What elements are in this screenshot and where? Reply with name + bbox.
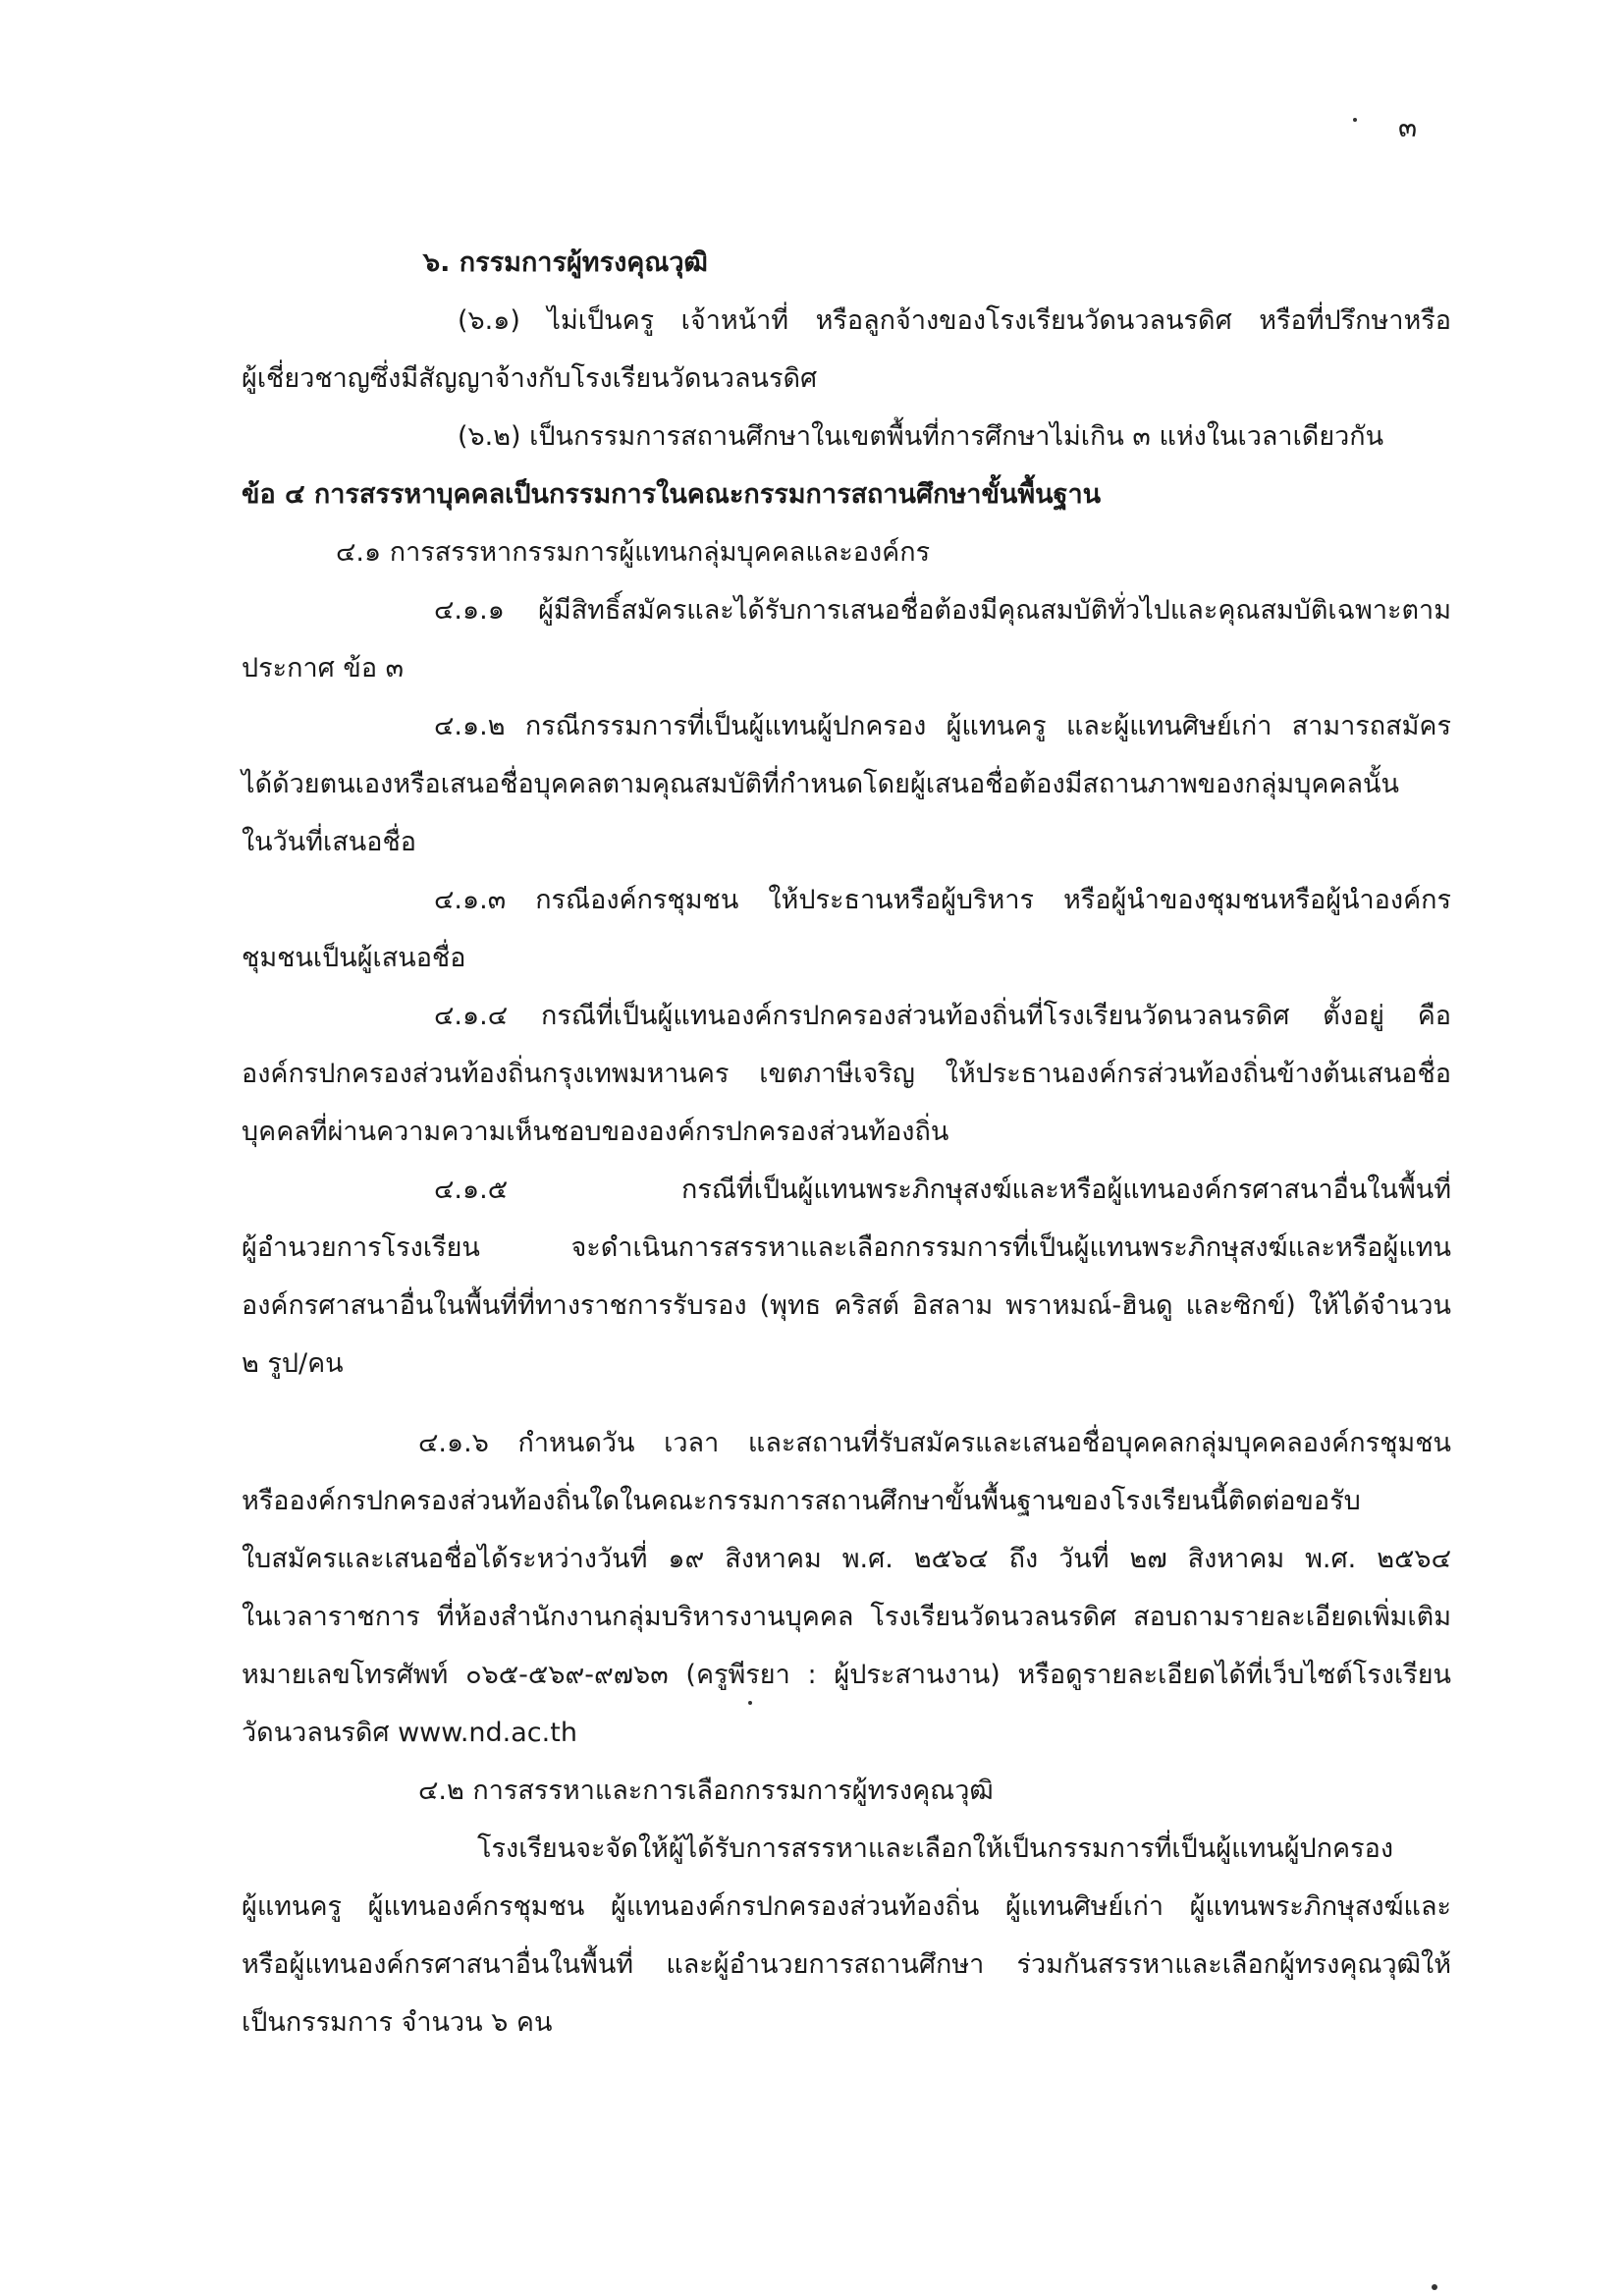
p-4-1-5-line-3: องค์กรศาสนาอื่นในพื้นที่ที่ทางราชการรับรอง (พุทธ คริสต์ อิสลาม พราหมณ์-ฮินดู และซิกข์) ให้ได้จำนวน: [242, 1290, 1451, 1321]
p-4-1-3-line-2: ชุมชนเป็นผู้เสนอชื่อ: [242, 943, 466, 973]
p-4-1-6-line-4: ในเวลาราชการ ที่ห้องสำนักงานกลุ่มบริหารงานบุคคล โรงเรียนวัดนวลนรดิศ สอบถามรายละเอียดเพิ่มเติม: [242, 1602, 1451, 1632]
p-4-2-line-4: เป็นกรรมการ จำนวน ๖ คน: [242, 2007, 553, 2038]
p-4-1-6-line-3: ใบสมัครและเสนอชื่อได้ระหว่างวันที่ ๑๙ สิงหาคม พ.ศ. ๒๕๖๔ ถึง วันที่ ๒๗ สิงหาคม พ.ศ. ๒๕๖๔: [242, 1544, 1451, 1574]
p-4-1-5-line-1: ๔.๑.๕ กรณีที่เป็นผู้แทนพระภิกษุสงฆ์และหรือผู้แทนองค์กรศาสนาอื่นในพื้นที่: [434, 1175, 1451, 1205]
scan-speck: [748, 1701, 752, 1705]
p-4-1-4-line-1: ๔.๑.๔ กรณีที่เป็นผู้แทนองค์กรปกครองส่วนท้องถิ่นที่โรงเรียนวัดนวลนรดิศ ตั้งอยู่ คือ: [434, 1001, 1451, 1031]
section-6-heading: ๖. กรรมการผู้ทรงคุณวุฒิ: [423, 247, 708, 278]
p-4-1-5-line-4: ๒ รูป/คน: [242, 1348, 344, 1379]
p-4-2-line-2: ผู้แทนครู ผู้แทนองค์กรชุมชน ผู้แทนองค์กรปกครองส่วนท้องถิ่น ผู้แทนศิษย์เก่า ผู้แทนพระภิกษุสงฆ์และ: [242, 1891, 1451, 1922]
clause-4-2-heading: ๔.๒ การสรรหาและการเลือกกรรมการผู้ทรงคุณวุฒิ: [418, 1776, 994, 1806]
p-4-1-1-line-1: ๔.๑.๑ ผู้มีสิทธิ์สมัครและได้รับการเสนอชื่อต้องมีคุณสมบัติทั่วไปและคุณสมบัติเฉพาะตาม: [434, 595, 1451, 626]
p-4-1-6-line-1: ๔.๑.๖ กำหนดวัน เวลา และสถานที่รับสมัครและเสนอชื่อบุคคลกลุ่มบุคคลองค์กรชุมชน: [418, 1428, 1451, 1458]
p-4-1-2-line-1: ๔.๑.๒ กรณีกรรมการที่เป็นผู้แทนผู้ปกครอง ผู้แทนครู และผู้แทนศิษย์เก่า สามารถสมัคร: [434, 711, 1451, 741]
clause-4-heading: ข้อ ๔ การสรรหาบุคคลเป็นกรรมการในคณะกรรมการสถานศึกษาขั้นพื้นฐาน: [242, 479, 1102, 510]
scan-speck: [1432, 2284, 1437, 2290]
scan-speck: [1353, 118, 1357, 122]
p-4-2-line-3: หรือผู้แทนองค์กรศาสนาอื่นในพื้นที่ และผู้อำนวยการสถานศึกษา ร่วมกันสรรหาและเลือกผู้ทรงคุณวุฒิให้: [242, 1949, 1451, 1980]
section-6-item-1-line-1: (๖.๑) ไม่เป็นครู เจ้าหน้าที่ หรือลูกจ้างของโรงเรียนวัดนวลนรดิศ หรือที่ปรึกษาหรือ: [458, 305, 1451, 336]
p-4-2-line-1: โรงเรียนจะจัดให้ผู้ได้รับการสรรหาและเลือกให้เป็นกรรมการที่เป็นผู้แทนผู้ปกครอง: [477, 1833, 1394, 1864]
section-6-item-1-line-2: ผู้เชี่ยวชาญซึ่งมีสัญญาจ้างกับโรงเรียนวัดนวลนรดิศ: [242, 363, 818, 394]
p-4-1-3-line-1: ๔.๑.๓ กรณีองค์กรชุมชน ให้ประธานหรือผู้บริหาร หรือผู้นำของชุมชนหรือผู้นำองค์กร: [434, 885, 1451, 915]
page-number: ๓: [1398, 111, 1418, 143]
p-4-1-4-line-2: องค์กรปกครองส่วนท้องถิ่นกรุงเทพมหานคร เขตภาษีเจริญ ให้ประธานองค์กรส่วนท้องถิ่นข้างต้นเสนอชื่อ: [242, 1059, 1451, 1089]
document-body: [242, 234, 1451, 2051]
p-4-1-2-line-3: ในวันที่เสนอชื่อ: [242, 827, 416, 857]
p-4-1-2-line-2: ได้ด้วยตนเองหรือเสนอชื่อบุคคลตามคุณสมบัติที่กำหนดโดยผู้เสนอชื่อต้องมีสถานภาพของกลุ่มบุคคลนั้น: [242, 769, 1399, 799]
p-4-1-6-line-2: หรือองค์กรปกครองส่วนท้องถิ่นใดในคณะกรรมการสถานศึกษาขั้นพื้นฐานของโรงเรียนนี้ติดต่อขอรับ: [242, 1486, 1361, 1516]
p-4-1-6-line-5: หมายเลขโทรศัพท์ ๐๖๕-๕๖๙-๙๗๖๓ (ครูพีรยา : ผู้ประสานงาน) หรือดูรายละเอียดได้ที่เว็บไซต์โรงเรียน: [242, 1660, 1451, 1690]
p-4-1-6-line-6: วัดนวลนรดิศ www.nd.ac.th: [242, 1718, 577, 1748]
p-4-1-1-line-2: ประกาศ ข้อ ๓: [242, 653, 405, 683]
section-6-item-2-line-1: (๖.๒) เป็นกรรมการสถานศึกษาในเขตพื้นที่การศึกษาไม่เกิน ๓ แห่งในเวลาเดียวกัน: [458, 421, 1384, 452]
p-4-1-4-line-3: บุคคลที่ผ่านความความเห็นชอบขององค์กรปกครองส่วนท้องถิ่น: [242, 1117, 949, 1147]
clause-4-1-heading: ๔.๑ การสรรหากรรมการผู้แทนกลุ่มบุคคลและองค์กร: [336, 537, 931, 568]
p-4-1-5-line-2: ผู้อำนวยการโรงเรียน จะดำเนินการสรรหาและเลือกกรรมการที่เป็นผู้แทนพระภิกษุสงฆ์และหรือผู้แทน: [242, 1232, 1451, 1263]
